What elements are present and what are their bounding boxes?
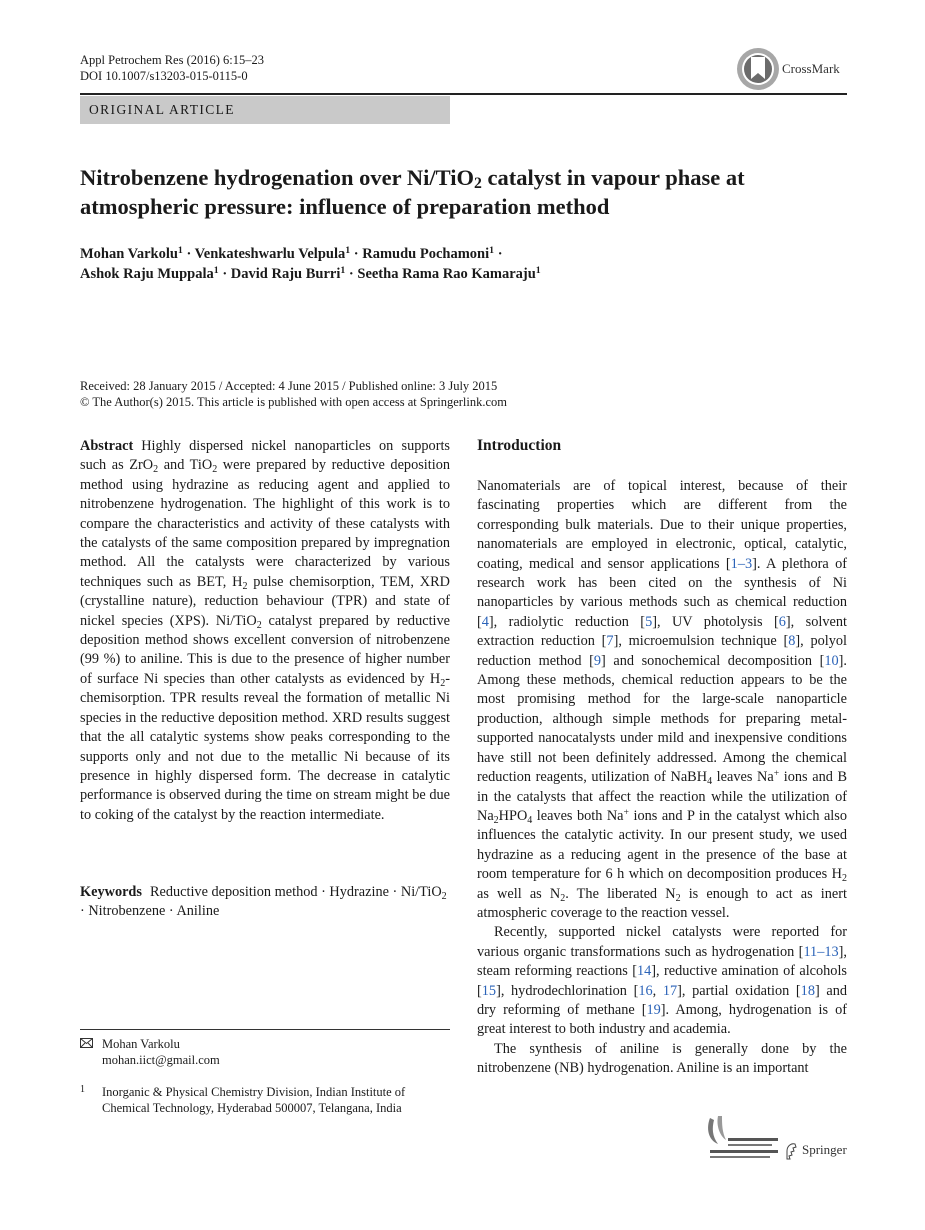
- citation-link[interactable]: 4: [481, 613, 489, 630]
- author-name[interactable]: Venkateshwarlu Velpula: [194, 246, 346, 262]
- citation-link[interactable]: 6: [778, 613, 786, 630]
- history-dates: Received: 28 January 2015 / Accepted: 4 June 2015 / Published online: 3 July 2015: [80, 379, 498, 393]
- corresponding-email[interactable]: mohan.iict@gmail.com: [102, 1053, 220, 1067]
- citation-link[interactable]: 18: [800, 982, 815, 999]
- footnotes: [80, 1036, 450, 1116]
- author-separator: ·: [218, 266, 231, 282]
- intro-paragraph: Recently, supported nickel catalysts were reported for various organic transformations such as hydrogenation [11–13], steam reforming reactions [14], reductive amination of alcohols [15], hydrodechlorination [16, 17], partial oxidation [18] and dry reforming of methane [19]. Among, hydrogenation is of great interest to both industry and academia.: [477, 924, 848, 1038]
- introduction-heading: Introduction: [477, 437, 562, 454]
- doi[interactable]: DOI 10.1007/s13203-015-0115-0: [80, 69, 248, 83]
- citation-link[interactable]: 5: [645, 613, 653, 630]
- corresponding-author: [80, 1036, 450, 1068]
- author-name[interactable]: Mohan Varkolu: [80, 246, 178, 262]
- author-separator: ·: [182, 246, 195, 262]
- author-separator: ·: [350, 246, 363, 262]
- citation-link[interactable]: 15: [481, 982, 497, 999]
- keywords: Keywords Reductive deposition method · Hydrazine · Ni/TiO$_2$ · Nitrobenzene · Aniline: [80, 884, 447, 920]
- affiliation-mark: 1: [489, 245, 495, 256]
- affiliation-mark: 1: [535, 265, 541, 276]
- affiliation-mark: 1: [345, 245, 351, 256]
- corresponding-name: Mohan Varkolu: [102, 1037, 180, 1051]
- abstract-label: Abstract: [80, 438, 134, 454]
- journal-citation: Appl Petrochem Res (2016) 6:15–23: [80, 53, 265, 67]
- affiliation-mark: 1: [340, 265, 346, 276]
- kacst-logo-icon: [704, 1114, 782, 1164]
- springer-horse-icon: [784, 1142, 798, 1160]
- header-rule: [80, 93, 847, 95]
- affiliation-mark: 1: [213, 265, 219, 276]
- citation-link[interactable]: 17: [662, 982, 678, 999]
- citation-link[interactable]: 16: [638, 982, 653, 999]
- crossmark-badge[interactable]: [736, 47, 848, 89]
- crossmark-label: CrossMark: [782, 61, 840, 76]
- citation-link[interactable]: 9: [593, 652, 601, 669]
- author-separator: ·: [494, 246, 503, 262]
- envelope-icon: [80, 1036, 93, 1052]
- citation-link[interactable]: 7: [606, 633, 614, 650]
- citation-link[interactable]: 19: [646, 1001, 661, 1018]
- publisher-logos: [704, 1114, 848, 1164]
- author-name[interactable]: Seetha Rama Rao Kamaraju: [357, 266, 536, 282]
- citation-link[interactable]: 11–13: [803, 943, 839, 960]
- affiliation-note: [80, 1084, 450, 1116]
- crossmark-icon: [736, 47, 780, 91]
- citation-link[interactable]: 8: [788, 633, 796, 650]
- keywords-label: Keywords: [80, 884, 142, 900]
- author-name[interactable]: Ramudu Pochamoni: [362, 246, 490, 262]
- citation-link[interactable]: 10: [824, 652, 839, 669]
- citation-link[interactable]: 1–3: [730, 555, 753, 572]
- springer-label: Springer: [802, 1142, 847, 1157]
- affiliation-note-mark: 1: [80, 1084, 85, 1095]
- abstract: Abstract Highly dispersed nickel nanoparticles on supports such as ZrO$_2$ and TiO$_2$ were prepared by reductive deposition method using hydrazine as reducing agent and applied to nitrobenzene hydrogenation. The highlight of this work is to compare the characteristics and activity of these catalysts with the catalysts of the same composition prepared by impregnation method. All the catalysts were characterized by various techniques such as BET, $H_2$ pulse chemisorption, TEM, XRD (crystalline nature), reduction behaviour (TPR) and state of nickel species (XPS). Ni/TiO$_2$ catalyst prepared by reductive deposition method shows excellent conversion of nitrobenzene (99 %) to aniline. This is due to the presence of higher number of surface Ni species than other catalysts as evidenced by $H_2$-chemisorption. TPR results reveal the formation of metallic Ni species in the reductive deposition method. XRD results suggest that the all catalytic systems show peaks corresponding to the supports only and not due to the metallic Ni because of its presence in highly dispersed form. The decrease in catalytic performance is observed during the time on stream might be due to coking of the catalyst by the reaction intermediate.: [80, 438, 451, 823]
- article-type-label: ORIGINAL ARTICLE: [89, 102, 235, 117]
- article-type-banner: [80, 96, 450, 124]
- affiliation-mark: 1: [177, 245, 183, 256]
- author-name[interactable]: David Raju Burri: [230, 266, 341, 282]
- copyright-line: © The Author(s) 2015. This article is published with open access at Springerlink.com: [80, 395, 508, 409]
- article-title: Nitrobenzene hydrogenation over Ni/TiO$_2$ catalyst in vapour phase at atmospheric pressure: influence of preparation method: [80, 165, 745, 219]
- author-list: [80, 244, 847, 284]
- intro-paragraph: Nanomaterials are of topical interest, because of their fascinating properties which are different from the corresponding bulk materials. Due to their unique properties, nanomaterials are employed in electronic, optical, catalytic, coating, medical and sensor applications [1–3]. A plethora of research work has been cited on the synthesis of Ni nanoparticles by various methods such as chemical reduction [4], radiolytic reduction [5], UV photolysis [6], solvent extraction reduction [7], microemulsion technique [8], polyol reduction method [9] and sonochemical decomposition [10]. Among these methods, chemical reduction appears to be the most promising method for the large-scale nanoparticle production, although simple methods for preparing metal-supported nanocatalysts under mild and inexpensive conditions have still not been definitely addressed. Among the chemical reduction reagents, utilization of NaBH$_4$ leaves Na+ ions and B in the catalysts that affect the reaction while the utilization of $Na_2HPO_4$ leaves both Na+ ions and P in the catalyst which also influences the catalytic activity. In our present study, we used hydrazine as a reducing agent in the presence of the base at room temperature for 6 h which on decomposition produces $H_2$ as well as $N_2$. The liberated $N_2$ is enough to act as inert atmospheric coverage to the reaction vessel.: [477, 478, 848, 921]
- introduction-body: [477, 477, 847, 1079]
- author-name[interactable]: Ashok Raju Muppala: [80, 266, 214, 282]
- author-separator: ·: [345, 266, 358, 282]
- publication-dates: [80, 378, 847, 410]
- citation-link[interactable]: 14: [636, 963, 652, 980]
- intro-paragraph: The synthesis of aniline is generally done by the nitrobenzene (NB) hydrogenation. Aniline is an important: [477, 1040, 847, 1077]
- journal-header: [80, 52, 264, 84]
- footnote-rule: [80, 1029, 450, 1030]
- affiliation-text: Inorganic & Physical Chemistry Division, Indian Institute of Chemical Technology, Hyderabad 500007, Telangana, India: [102, 1085, 406, 1115]
